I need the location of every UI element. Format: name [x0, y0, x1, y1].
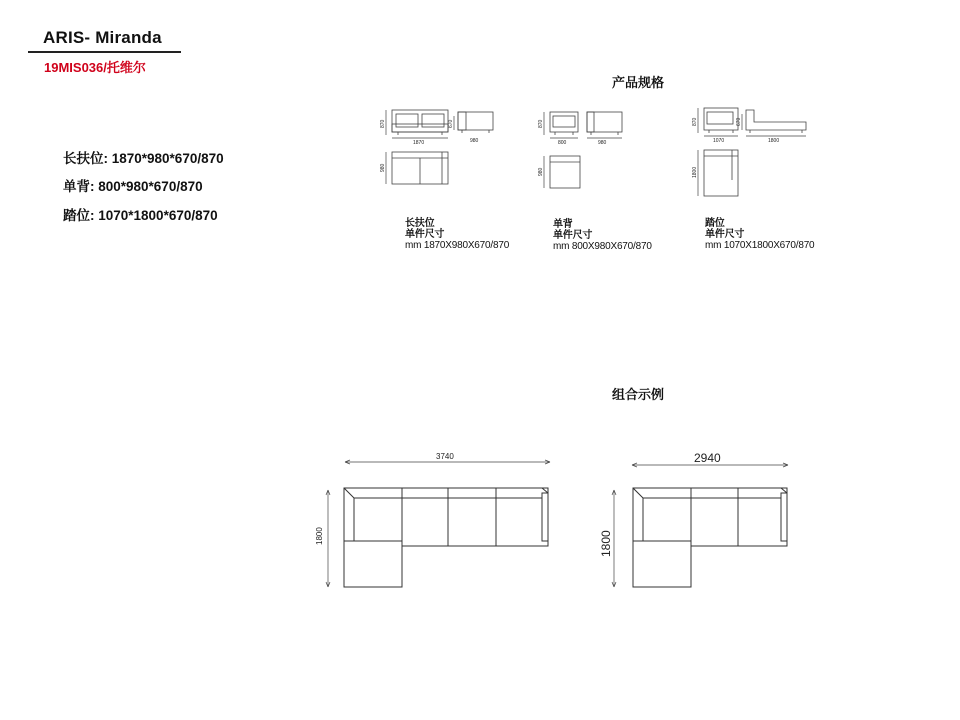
chaise-size: mm 1070X1800X670/870: [705, 240, 815, 251]
title-underline: [28, 51, 181, 53]
combination-2-sofa: [633, 488, 787, 587]
chaise-subtitle: 单件尺寸: [705, 229, 745, 240]
chaise-plan-depth-label: 1800: [692, 166, 698, 178]
single-back-depth-label: 980: [598, 140, 607, 146]
long-arm-plan-view: [380, 152, 448, 184]
chaise-side-height-label: 670: [736, 117, 742, 126]
single-back-plan-view: [538, 156, 580, 188]
single-back-plan-depth-label: 980: [538, 167, 544, 176]
chaise-name: 踏位: [705, 218, 725, 229]
long-arm-side-view: [448, 112, 493, 144]
single-back-name: 单背: [553, 219, 573, 230]
spec-long-arm: 长扶位: 1870*980*670/870: [63, 151, 224, 166]
combination-2-width-label: 2940: [694, 451, 721, 465]
spec-chaise: 踏位: 1070*1800*670/870: [63, 208, 218, 223]
single-back-front-view: [538, 112, 578, 146]
long-arm-drawing: [370, 100, 530, 190]
combination-1-width-label: 3740: [436, 452, 454, 461]
long-arm-front-view: [380, 110, 448, 146]
combination-1-depth-label: 1800: [315, 527, 324, 545]
long-arm-caption: [405, 218, 509, 251]
chaise-depth-label: 1800: [768, 138, 780, 144]
combination-2-depth-label: 1800: [599, 530, 613, 557]
single-back-subtitle: 单件尺寸: [553, 230, 593, 241]
long-arm-size: mm 1870X980X670/870: [405, 240, 510, 251]
page-title: ARIS- Miranda: [43, 28, 162, 47]
single-back-side-view: [587, 112, 622, 146]
chaise-side-view: [736, 110, 806, 144]
chaise-caption: [705, 218, 814, 251]
section-combination: 组合示例: [612, 387, 665, 402]
long-arm-height-label: 870: [380, 119, 386, 128]
long-arm-name: 长扶位: [405, 218, 435, 229]
product-code: 19MIS036/托维尔: [44, 60, 146, 75]
long-arm-side-height-label: 670: [448, 119, 454, 128]
long-arm-plan-depth-label: 980: [380, 163, 386, 172]
long-arm-width-label: 1870: [413, 140, 425, 146]
single-back-caption: [553, 219, 652, 252]
combination-1-drawing: [310, 445, 570, 605]
single-back-size: mm 800X980X670/870: [553, 241, 652, 252]
chaise-plan-view: [692, 150, 738, 196]
long-arm-subtitle: 单件尺寸: [405, 229, 445, 240]
chaise-width-label: 1070: [713, 138, 725, 144]
chaise-drawing: [680, 100, 820, 200]
chaise-front-view: [692, 108, 738, 144]
single-back-height-label: 870: [538, 119, 544, 128]
combination-2-drawing: [600, 445, 810, 605]
long-arm-depth-label: 980: [470, 138, 479, 144]
single-back-drawing: [530, 100, 640, 190]
chaise-height-label: 870: [692, 117, 698, 126]
section-product-specs: 产品规格: [612, 75, 665, 90]
single-back-width-label: 800: [558, 140, 567, 146]
combination-1-sofa: [344, 488, 548, 587]
spec-single-back: 单背: 800*980*670/870: [63, 179, 203, 194]
